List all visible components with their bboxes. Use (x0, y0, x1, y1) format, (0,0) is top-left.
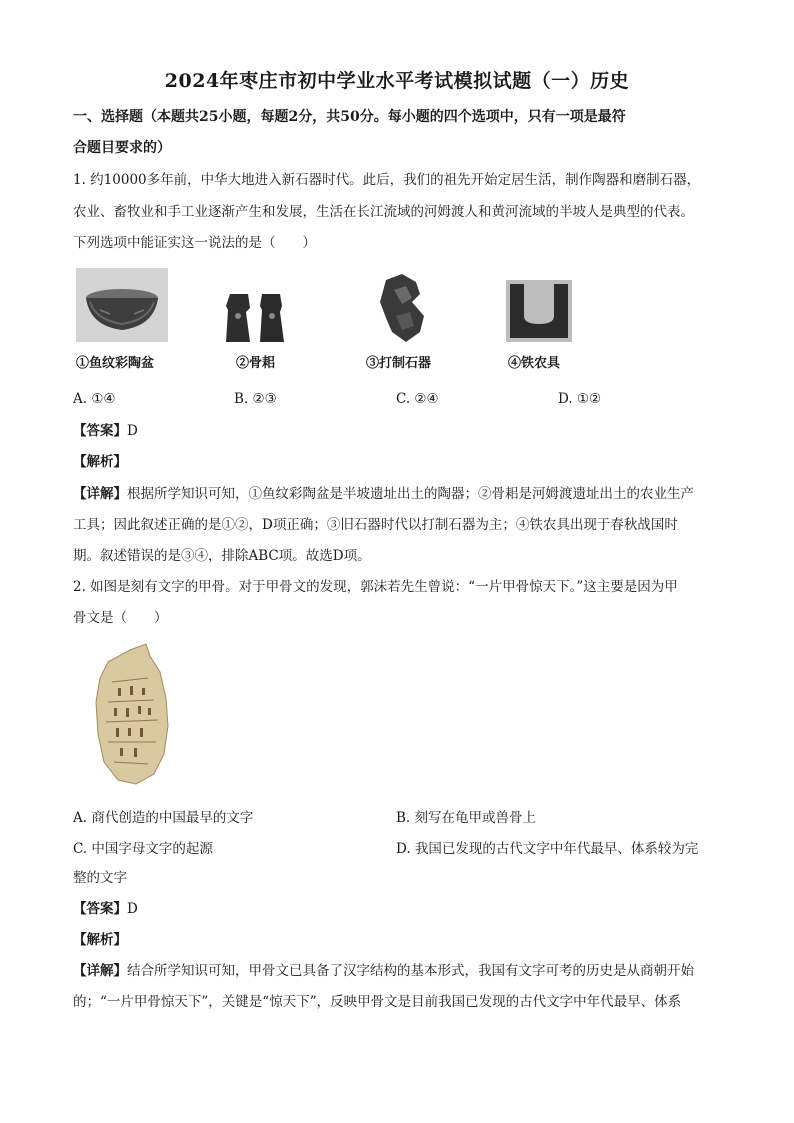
detail-text: 根据所学知识可知，①鱼纹彩陶盆是半坡遗址出土的陶器；②骨耜是河姆渡遗址出土的农业生产 (127, 486, 694, 502)
oracle-bone-icon (88, 642, 178, 788)
chipped-stone-icon (372, 272, 438, 346)
q1-option-d: D. ①② (558, 391, 602, 407)
q1-option-c: C. ②④ (396, 391, 439, 407)
q2-option-c: C. 中国字母文字的起源 (73, 841, 213, 857)
q2-detail-line2: 的；“一片甲骨惊天下”，关键是“惊天下”，反映甲骨文是目前我国已发现的古代文字中年代最早、体系 (73, 994, 682, 1010)
answer-label: 【答案】 (73, 423, 127, 439)
page-title: 2024年枣庄市初中学业水平考试模拟试题（一）历史 (164, 70, 630, 92)
figure-caption-2: ②骨耜 (236, 356, 276, 371)
detail-label: 【详解】 (73, 486, 127, 502)
q1-stem-line2: 农业、畜牧业和手工业逐渐产生和发展，生活在长江流域的河姆渡人和黄河流域的半坡人是典型的代表。 (73, 204, 694, 220)
figure-caption-4: ④铁农具 (508, 356, 561, 371)
q2-option-b: B. 刻写在龟甲或兽骨上 (396, 810, 537, 826)
answer-label: 【答案】 (73, 901, 127, 917)
iron-tool-icon (506, 280, 572, 342)
q2-option-d-line2: 整的文字 (73, 870, 127, 886)
bone-spade-icon (220, 290, 290, 346)
q2-option-a: A. 商代创造的中国最早的文字 (73, 810, 254, 826)
q2-option-d-line1: D. 我国已发现的古代文字中年代最早、体系较为完 (396, 841, 699, 857)
q1-option-b: B. ②③ (234, 391, 277, 407)
detail-text: 结合所学知识可知，甲骨文已具备了汉字结构的基本形式，我国有文字可考的历史是从商朝开始 (127, 963, 694, 979)
figure-caption-3: ③打制石器 (366, 356, 432, 371)
answer-value: D (127, 423, 138, 439)
q1-detail-line1 (73, 484, 733, 504)
section-heading-line2: 合题目要求的） (73, 140, 171, 156)
q1-detail-line3: 期。叙述错误的是③④，排除ABC项。故选D项。 (73, 548, 371, 564)
q2-stem-line1: 2. 如图是刻有文字的甲骨。对于甲骨文的发现，郭沫若先生曾说：“一片甲骨惊天下。”这主要是因为甲 (73, 579, 678, 595)
q2-stem-line2: 骨文是（ ） (73, 610, 168, 626)
q1-answer-line (73, 421, 733, 441)
section-heading-line1: 一、选择题（本题共25小题，每题2分，共50分。每小题的四个选项中，只有一项是最符 (73, 109, 626, 125)
answer-value: D (127, 901, 138, 917)
q1-stem-line1: 1. 约10000多年前，中华大地进入新石器时代。此后，我们的祖先开始定居生活，制作陶器和磨制石器， (73, 172, 701, 188)
q1-stem-line3: 下列选项中能证实这一说法的是（ ） (73, 235, 316, 251)
figure-caption-1: ①鱼纹彩陶盆 (76, 356, 155, 371)
pottery-basin-icon (76, 268, 168, 342)
q2-answer-line (73, 899, 733, 919)
detail-label: 【详解】 (73, 963, 127, 979)
q1-analysis-label: 【解析】 (73, 454, 127, 470)
q1-detail-line2: 工具；因此叙述正确的是①②，D项正确；③旧石器时代以打制石器为主；④铁农具出现于春秋战国时 (73, 517, 678, 533)
q2-analysis-label: 【解析】 (73, 932, 127, 948)
q1-option-a: A. ①④ (73, 391, 116, 407)
q2-detail-line1 (73, 961, 733, 981)
